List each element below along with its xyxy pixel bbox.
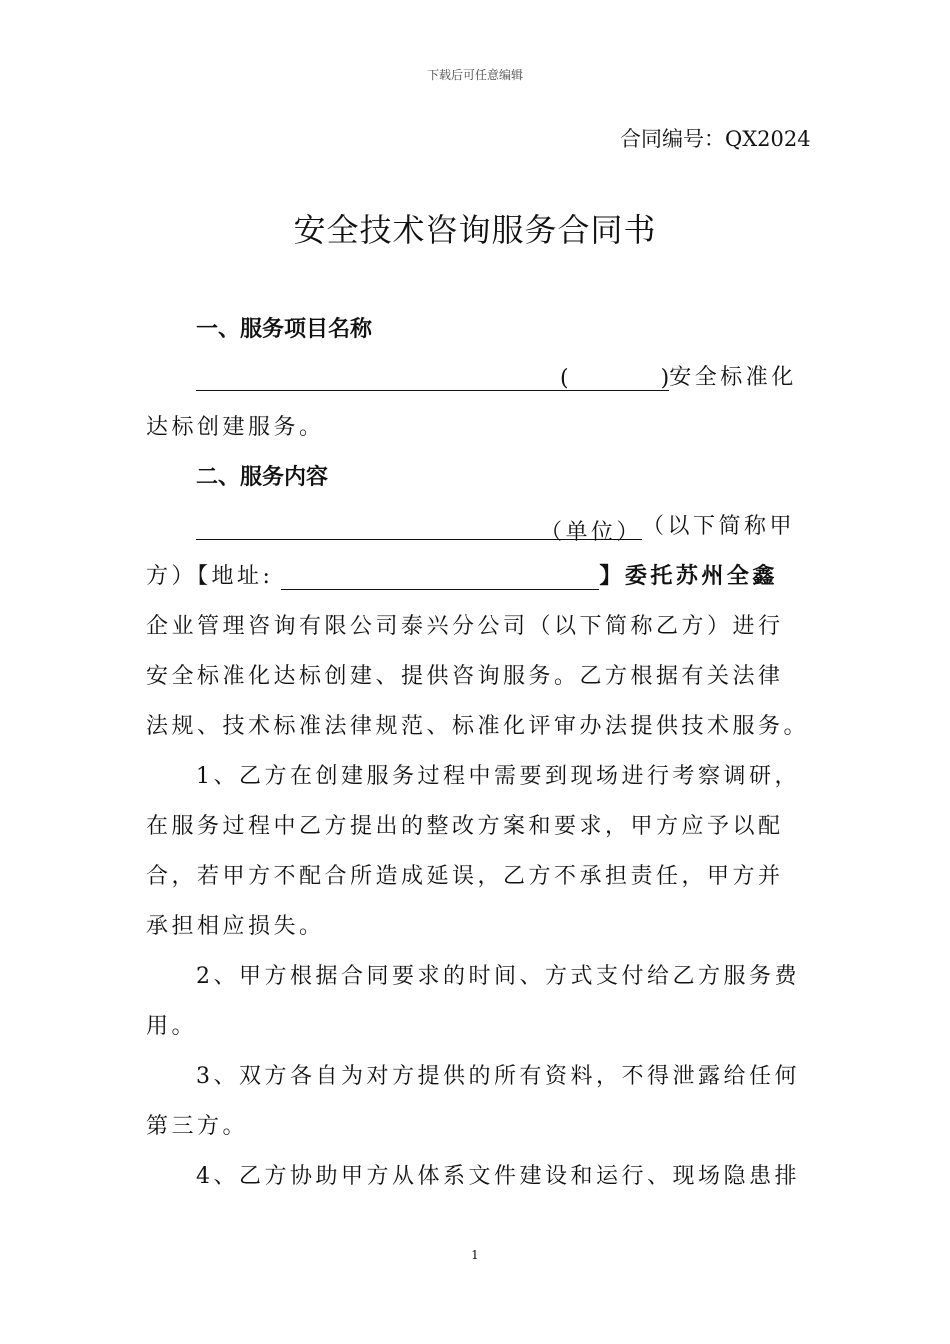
section-2-line-5: 法规、技术标准法律规范、标准化评审办法提供技术服务。 — [146, 714, 810, 739]
item-4-line-1: 4、乙方协助甲方从体系文件建设和运行、现场隐患排 — [196, 1164, 800, 1189]
section-2-line-3: 企业管理咨询有限公司泰兴分公司（以下简称乙方）进行 — [146, 614, 784, 639]
section-2-line-2-rest: 】委托苏州全鑫 — [599, 563, 778, 589]
section-2-line-1-rest: （以下简称甲 — [642, 514, 796, 539]
item-2-line-2: 用。 — [146, 1014, 198, 1039]
item-1-line-3: 合，若甲方不配合所造成延误，乙方不承担责任，甲方并 — [146, 864, 784, 889]
address-label: 方）【地址: — [146, 564, 274, 589]
contract-number: 合同编号：QX2024 — [620, 127, 811, 151]
section-2-line-2 — [146, 559, 778, 590]
item-1-line-1: 1、乙方在创建服务过程中需要到现场进行考察调研， — [196, 764, 800, 789]
header-note: 下载后可任意编辑 — [426, 68, 523, 82]
section-1-line-1 — [196, 360, 797, 391]
section-2-line-1 — [196, 509, 796, 545]
blank-paren: ( ) — [560, 366, 670, 391]
page-number: 1 — [471, 1248, 479, 1262]
section-2-line-4: 安全标准化达标创建、提供咨询服务。乙方根据有关法律 — [146, 664, 784, 689]
blank-unit-name — [196, 515, 540, 540]
item-3-line-2: 第三方。 — [146, 1114, 249, 1139]
item-1-line-4: 承担相应损失。 — [146, 914, 325, 939]
section-1-line-2: 达标创建服务。 — [146, 415, 325, 440]
unit-label: （单位） — [540, 515, 642, 540]
section-1-line-1-suffix: 安全标准化 — [669, 365, 797, 390]
blank-project-name — [196, 366, 560, 391]
section-2-heading: 二、服务内容 — [196, 465, 329, 490]
item-1-line-2: 在服务过程中乙方提出的整改方案和要求，甲方应予以配 — [146, 814, 784, 839]
document-title: 安全技术咨询服务合同书 — [293, 211, 657, 249]
item-2-line-1: 2、甲方根据合同要求的时间、方式支付给乙方服务费 — [196, 964, 800, 989]
blank-address — [281, 565, 599, 590]
item-3-line-1: 3、双方各自为对方提供的所有资料，不得泄露给任何 — [196, 1064, 800, 1089]
section-1-heading: 一、服务项目名称 — [196, 317, 373, 342]
